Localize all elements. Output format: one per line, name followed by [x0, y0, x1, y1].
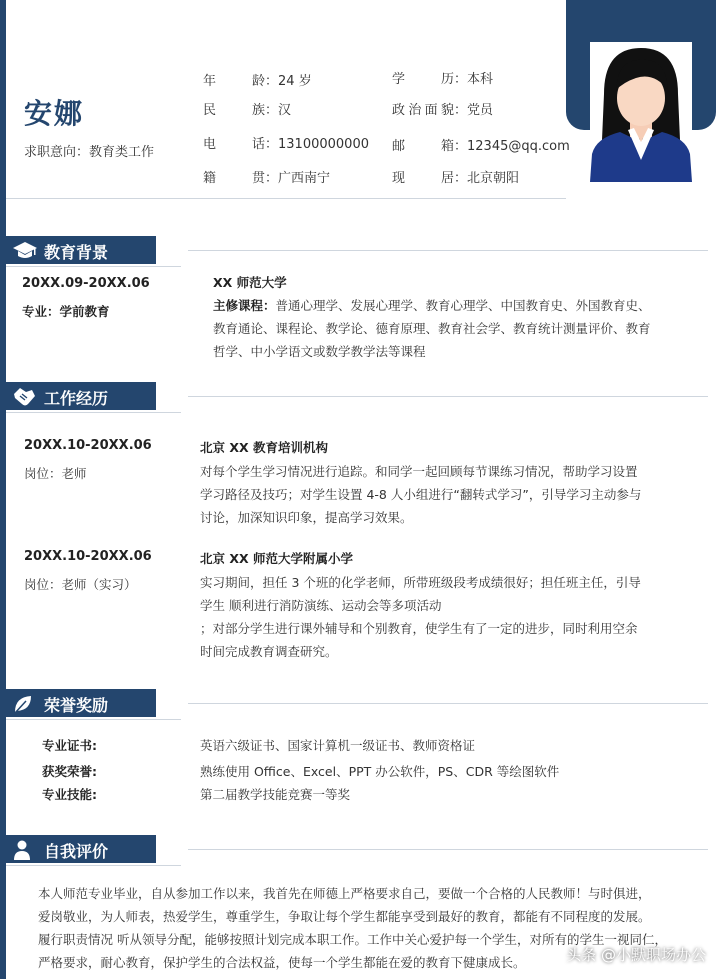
honor-label-awards: 获奖荣誉:: [42, 764, 97, 779]
section-work-header: 工作经历: [6, 382, 156, 410]
job-intent: 求职意向：教育类工作: [24, 145, 155, 160]
section-self-header: 自我评价: [6, 835, 156, 863]
job2-date: 20XX.10-20XX.06: [24, 549, 152, 564]
graduation-cap-icon: [12, 240, 38, 260]
job2-description: 实习期间，担任 3 个班的化学老师，所带班级段考成绩很好；担任班主任，引导 学生 顺利进行消防演练、运动会等多项活动 ；对部分学生进行课外辅导和个别教育，使学生有了一定的进步，同时利用空余 时间完成教育调查研究。: [200, 575, 641, 659]
profile-photo: [590, 42, 692, 182]
section-education-header: 教育背景: [6, 236, 156, 264]
info-education: 学 历：本科: [392, 72, 494, 87]
section-self-underline: [6, 865, 181, 866]
job1-org: 北京 XX 教育培训机构: [200, 440, 328, 455]
job2-position: 岗位：老师（实习）: [24, 577, 137, 592]
job2-org: 北京 XX 师范大学附属小学: [200, 551, 353, 566]
section-honors-header: 荣誉奖励: [6, 689, 156, 717]
watermark: 头条 @小默职场办公: [566, 946, 706, 964]
honor-value-skills: 第二届教学技能竞赛一等奖: [200, 787, 351, 802]
honor-value-certs: 英语六级证书、国家计算机一级证书、教师资格证: [200, 738, 476, 753]
job1-description: 对每个学生学习情况进行追踪。和同学一起回顾每节课练习情况，帮助学习设置 学习路径及技巧；对学生设置 4-8 人小组进行“翻转式学习”，引导学习主动参与 讨论，加深知识印象，提高学习效果。: [200, 464, 642, 525]
education-major: 专业：学前教育: [22, 304, 110, 319]
self-evaluation-text: 本人师范专业毕业，自从参加工作以来，我首先在师德上严格要求自己，要做一个合格的人民教师！与时俱进， 爱岗敬业，为人师表，热爱学生，尊重学生，争取让每个学生都能享受到最好的教育，都能有不同程度的发展。 履行职责情况 听从领导分配，能够按照计划完成本职工作。工作中关心爱护每一个学生，对所有的学生一视同仁， 严格要求，耐心教育，保护学生的合法权益，使每一个学生都能在爱的教育下健康成长。: [38, 886, 667, 970]
section-self-line: [188, 849, 708, 850]
honor-label-certs: 专业证书:: [42, 738, 97, 753]
candidate-name: 安娜: [24, 97, 85, 130]
person-icon: [12, 839, 32, 861]
education-school: XX 师范大学: [213, 275, 287, 290]
section-honors-line: [188, 703, 708, 704]
info-age: 年 龄：24 岁: [203, 74, 312, 89]
section-education-underline: [6, 266, 181, 267]
job1-date: 20XX.10-20XX.06: [24, 438, 152, 453]
education-date: 20XX.09-20XX.06: [22, 276, 150, 291]
leaf-icon: [12, 693, 34, 715]
education-courses: 主修课程：普通心理学、发展心理学、教育心理学、中国教育史、外国教育史、 教育通论、课程论、教学论、德育原理、教育社会学、教育统计测量评价、教育 哲学、中小学语文或数学教学法等课程: [213, 298, 651, 359]
info-email: 邮 箱：12345@qq.com: [392, 139, 570, 154]
honor-value-awards: 熟练使用 Office、Excel、PPT 办公软件，PS、CDR 等绘图软件: [200, 764, 560, 779]
honor-label-skills: 专业技能:: [42, 787, 97, 802]
info-phone: 电 话：13100000000: [203, 137, 369, 152]
handshake-icon: [12, 386, 36, 408]
info-ethnicity: 民 族：汉: [203, 103, 292, 118]
section-work-line: [188, 396, 708, 397]
header-divider: [6, 198, 566, 199]
info-political: 政治面貌：党员: [392, 103, 494, 118]
info-hometown: 籍 贯：广西南宁: [203, 171, 331, 186]
section-work-underline: [6, 412, 181, 413]
section-honors-underline: [6, 719, 181, 720]
info-residence: 现 居：北京朝阳: [392, 171, 520, 186]
left-accent-bar: [0, 0, 6, 979]
job1-position: 岗位：老师: [24, 466, 87, 481]
section-education-line: [188, 250, 708, 251]
